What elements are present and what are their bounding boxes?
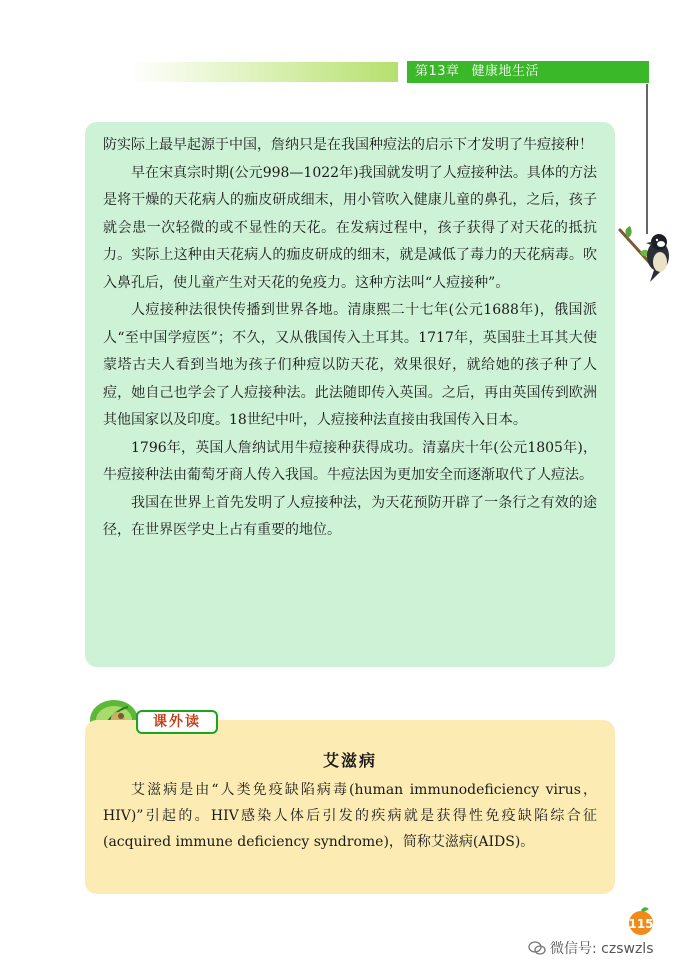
watermark-text: 微信号: czswzls [550,941,654,957]
chapter-header [407,61,649,83]
reading-box [85,720,615,894]
paragraph: 早在宋真宗时期(公元998—1022年)我国就发明了人痘接种法。具体的方法是将干燥的天花病人的痂皮研成细末，用小管吹入健康儿童的鼻孔，之后，孩子就会患一次轻微的或不显性的天花。在发病过程中，孩子获得了对天花的抵抗力。实际上这种由天花病人的痂皮研成的细末，就是减低了毒力的天花病毒。吹入鼻孔后，使儿童产生对天花的免疫力。这种方法叫“人痘接种”。 [103,164,597,291]
bird-illustration [618,220,674,284]
paragraph: 人痘接种法很快传播到世界各地。清康熙二十七年(公元1688年)，俄国派人“至中国学痘医”；不久，又从俄国传入土耳其。1717年，英国驻土耳其大使蒙塔古夫人看到当地为孩子们种痘以防天花，效果很好，就给她的孩子种了人痘，她自己也学会了人痘接种法。此法随即传入英国。之后，再由英国传到欧洲其他国家以及印度。18世纪中叶，人痘接种法直接由我国传入日本。 [103,302,597,428]
paragraph: 我国在世界上首先发明了人痘接种法，为天花预防开辟了一条行之有效的途径，在世界医学史上占有重要的地位。 [103,494,597,538]
reading-body: 艾滋病是由“人类免疫缺陷病毒(human immunodeficiency virus，HIV)”引起的。HIV感染人体后引发的疾病就是获得性免疫缺陷综合征(acquired immune deficiency syndrome)，简称艾滋病(AIDS)。 [103,782,597,850]
reading-title: 艾滋病 [322,751,377,770]
page-number: 115 [628,917,654,931]
main-text-box [85,122,615,667]
page-number-badge [626,906,656,936]
chapter-number: 第13章 [415,64,460,79]
paragraph: 1796年，英国人詹纳试用牛痘接种获得成功。清嘉庆十年(公元1805年)，牛痘接种法由葡萄牙商人传入我国。牛痘法因为更加安全而逐渐取代了人痘法。 [103,439,597,483]
extracurricular-reading-label: 课外读 [136,710,218,734]
chapter-title: 健康地生活 [471,64,540,79]
margin-line [646,84,648,234]
header-decoration [130,62,398,82]
watermark [528,938,654,958]
paragraph: 防实际上最早起源于中国，詹纳只是在我国种痘法的启示下才发明了牛痘接种！ [103,137,593,153]
wechat-icon [528,940,546,956]
